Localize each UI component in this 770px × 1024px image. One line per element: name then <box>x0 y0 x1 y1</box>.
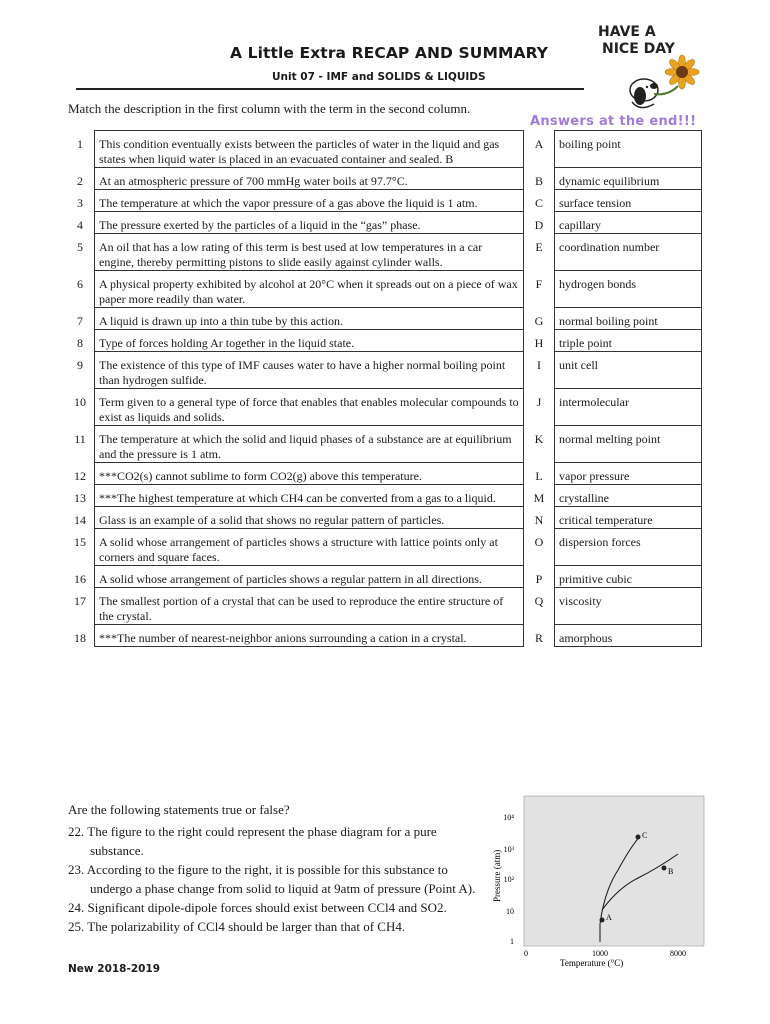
matching-table <box>66 130 702 647</box>
match-row <box>66 625 702 647</box>
term-name: unit cell <box>555 352 702 389</box>
row-description: At an atmospheric pressure of 700 mmHg water boils at 97.7°C. <box>95 168 524 190</box>
term-letter: N <box>534 512 544 527</box>
term-letter: R <box>534 630 543 645</box>
term-letter: L <box>535 468 543 483</box>
term-name: triple point <box>555 330 702 352</box>
term-letter: A <box>534 136 544 151</box>
tf-item-24: 24. Significant dipole-dipole forces should exist between CCl4 and SO2. <box>68 900 447 915</box>
phase-diagram-svg <box>488 792 708 970</box>
row-description: An oil that has a low rating of this term is best used at low temperatures in a car engine, thereby permitting pistons to slide easily against cylinder walls. <box>95 234 524 271</box>
page-title: A Little Extra RECAP AND SUMMARY <box>230 44 549 62</box>
row-description: Type of forces holding Ar together in the liquid state. <box>95 330 524 352</box>
term-name: surface tension <box>555 190 702 212</box>
row-description: A liquid is drawn up into a thin tube by this action. <box>95 308 524 330</box>
row-number: 5 <box>77 239 83 254</box>
row-description: ***The highest temperature at which CH4 can be converted from a gas to a liquid. <box>95 485 524 507</box>
match-row <box>66 426 702 463</box>
term-name: crystalline <box>555 485 702 507</box>
x-axis-label: Temperature (°C) <box>560 958 624 968</box>
match-row <box>66 271 702 308</box>
row-description: ***CO2(s) cannot sublime to form CO2(g) above this temperature. <box>95 463 524 485</box>
row-description: The smallest portion of a crystal that can be used to reproduce the entire structure of the crystal. <box>95 588 524 625</box>
term-letter: Q <box>534 593 544 608</box>
plot-background <box>524 796 704 946</box>
row-number: 11 <box>74 431 86 446</box>
logo-line-2: NICE DAY <box>602 41 675 57</box>
answers-note: Answers at the end!!! <box>530 114 697 129</box>
term-letter: J <box>536 394 542 409</box>
row-number: 9 <box>77 357 83 372</box>
term-letter: H <box>534 335 544 350</box>
match-row <box>66 234 702 271</box>
row-description: This condition eventually exists between the particles of water in the liquid and gas states when liquid water is placed in an evacuated container and sealed. B <box>95 131 524 168</box>
row-number: 7 <box>77 313 83 328</box>
match-row <box>66 389 702 426</box>
match-row <box>66 308 702 330</box>
match-row <box>66 463 702 485</box>
term-name: dispersion forces <box>555 529 702 566</box>
row-description: Glass is an example of a solid that shows no regular pattern of particles. <box>95 507 524 529</box>
term-name: vapor pressure <box>555 463 702 485</box>
term-name: amorphous <box>555 625 702 647</box>
point-c-label: C <box>642 831 648 840</box>
y-axis-label: Pressure (atm) <box>492 849 502 902</box>
y-tick-0: 10⁴ <box>503 813 514 822</box>
page-subtitle: Unit 07 - IMF and SOLIDS & LIQUIDS <box>272 71 486 83</box>
match-row <box>66 507 702 529</box>
row-number: 3 <box>77 195 83 210</box>
row-number: 14 <box>74 512 86 527</box>
row-number: 6 <box>77 276 83 291</box>
term-letter: F <box>535 276 543 291</box>
term-letter: M <box>533 490 545 505</box>
point-b-label: B <box>668 867 674 876</box>
row-number: 8 <box>77 335 83 350</box>
term-letter: E <box>535 239 543 254</box>
logo-line-1: HAVE A <box>598 24 656 40</box>
row-description: A physical property exhibited by alcohol at 20°C when it spreads out on a piece of wax paper more readily than water. <box>95 271 524 308</box>
point-a <box>600 918 605 923</box>
term-name: primitive cubic <box>555 566 702 588</box>
have-a-nice-day-logo <box>592 24 707 116</box>
y-tick-1: 10³ <box>503 845 514 854</box>
match-row <box>66 485 702 507</box>
row-description: Term given to a general type of force that enables that enables molecular compounds to exist as liquids and solids. <box>95 389 524 426</box>
term-letter: P <box>535 571 543 586</box>
term-letter: B <box>534 173 543 188</box>
term-letter: O <box>534 534 544 549</box>
row-number: 15 <box>74 534 86 549</box>
snoopy-sunflower-icon <box>592 24 707 116</box>
match-row <box>66 131 702 168</box>
x-tick-2: 8000 <box>670 949 686 958</box>
title-rule <box>76 88 584 90</box>
y-tick-4: 1 <box>510 937 514 946</box>
point-a-label: A <box>606 913 612 922</box>
row-number: 2 <box>77 173 83 188</box>
true-false-list <box>68 822 478 936</box>
row-description: The existence of this type of IMF causes water to have a higher normal boiling point than hydrogen sulfide. <box>95 352 524 389</box>
match-row <box>66 588 702 625</box>
instructions: Match the description in the first column with the term in the second column. <box>68 101 471 116</box>
term-name: coordination number <box>555 234 702 271</box>
tf-item-22: 22. The figure to the right could represent the phase diagram for a pure substance. <box>68 824 437 858</box>
tf-item-25: 25. The polarizability of CCl4 should be larger than that of CH4. <box>68 919 406 934</box>
point-b <box>662 866 667 871</box>
term-name: intermolecular <box>555 389 702 426</box>
x-tick-0: 0 <box>524 949 528 958</box>
tf-item-23: 23. According to the figure to the right, it is possible for this substance to undergo a phase change from solid to liquid at 9atm of pressure (Point A). <box>68 862 476 896</box>
match-row <box>66 168 702 190</box>
row-description: The temperature at which the solid and liquid phases of a substance are at equilibrium and the pressure is 1 atm. <box>95 426 524 463</box>
term-letter: I <box>537 357 541 372</box>
term-name: viscosity <box>555 588 702 625</box>
match-row <box>66 330 702 352</box>
term-letter: G <box>534 313 544 328</box>
row-description: ***The number of nearest-neighbor anions surrounding a cation in a crystal. <box>95 625 524 647</box>
term-name: normal melting point <box>555 426 702 463</box>
match-row <box>66 352 702 389</box>
term-letter: K <box>534 431 544 446</box>
row-number: 4 <box>77 217 83 232</box>
row-description: The temperature at which the vapor pressure of a gas above the liquid is 1 atm. <box>95 190 524 212</box>
true-false-title: Are the following statements true or false? <box>68 802 290 817</box>
term-name: dynamic equilibrium <box>555 168 702 190</box>
row-description: A solid whose arrangement of particles shows a structure with lattice points only at corners and square faces. <box>95 529 524 566</box>
match-row <box>66 566 702 588</box>
term-name: capillary <box>555 212 702 234</box>
term-letter: C <box>534 195 543 210</box>
row-description: A solid whose arrangement of particles shows a regular pattern in all directions. <box>95 566 524 588</box>
row-number: 18 <box>74 630 86 645</box>
term-name: boiling point <box>555 131 702 168</box>
row-number: 13 <box>74 490 86 505</box>
row-description: The pressure exerted by the particles of a liquid in the “gas” phase. <box>95 212 524 234</box>
term-name: hydrogen bonds <box>555 271 702 308</box>
row-number: 10 <box>74 394 86 409</box>
x-tick-1: 1000 <box>592 949 608 958</box>
term-letter: D <box>534 217 544 232</box>
phase-diagram-figure <box>488 792 708 970</box>
footer-version: New 2018-2019 <box>68 963 161 975</box>
match-row <box>66 212 702 234</box>
point-c <box>636 835 641 840</box>
match-row <box>66 529 702 566</box>
row-number: 16 <box>74 571 86 586</box>
match-row <box>66 190 702 212</box>
y-tick-3: 10 <box>506 907 514 916</box>
term-name: normal boiling point <box>555 308 702 330</box>
term-name: critical temperature <box>555 507 702 529</box>
row-number: 12 <box>74 468 86 483</box>
row-number: 1 <box>77 136 83 151</box>
y-tick-2: 10² <box>503 875 514 884</box>
row-number: 17 <box>74 593 86 608</box>
